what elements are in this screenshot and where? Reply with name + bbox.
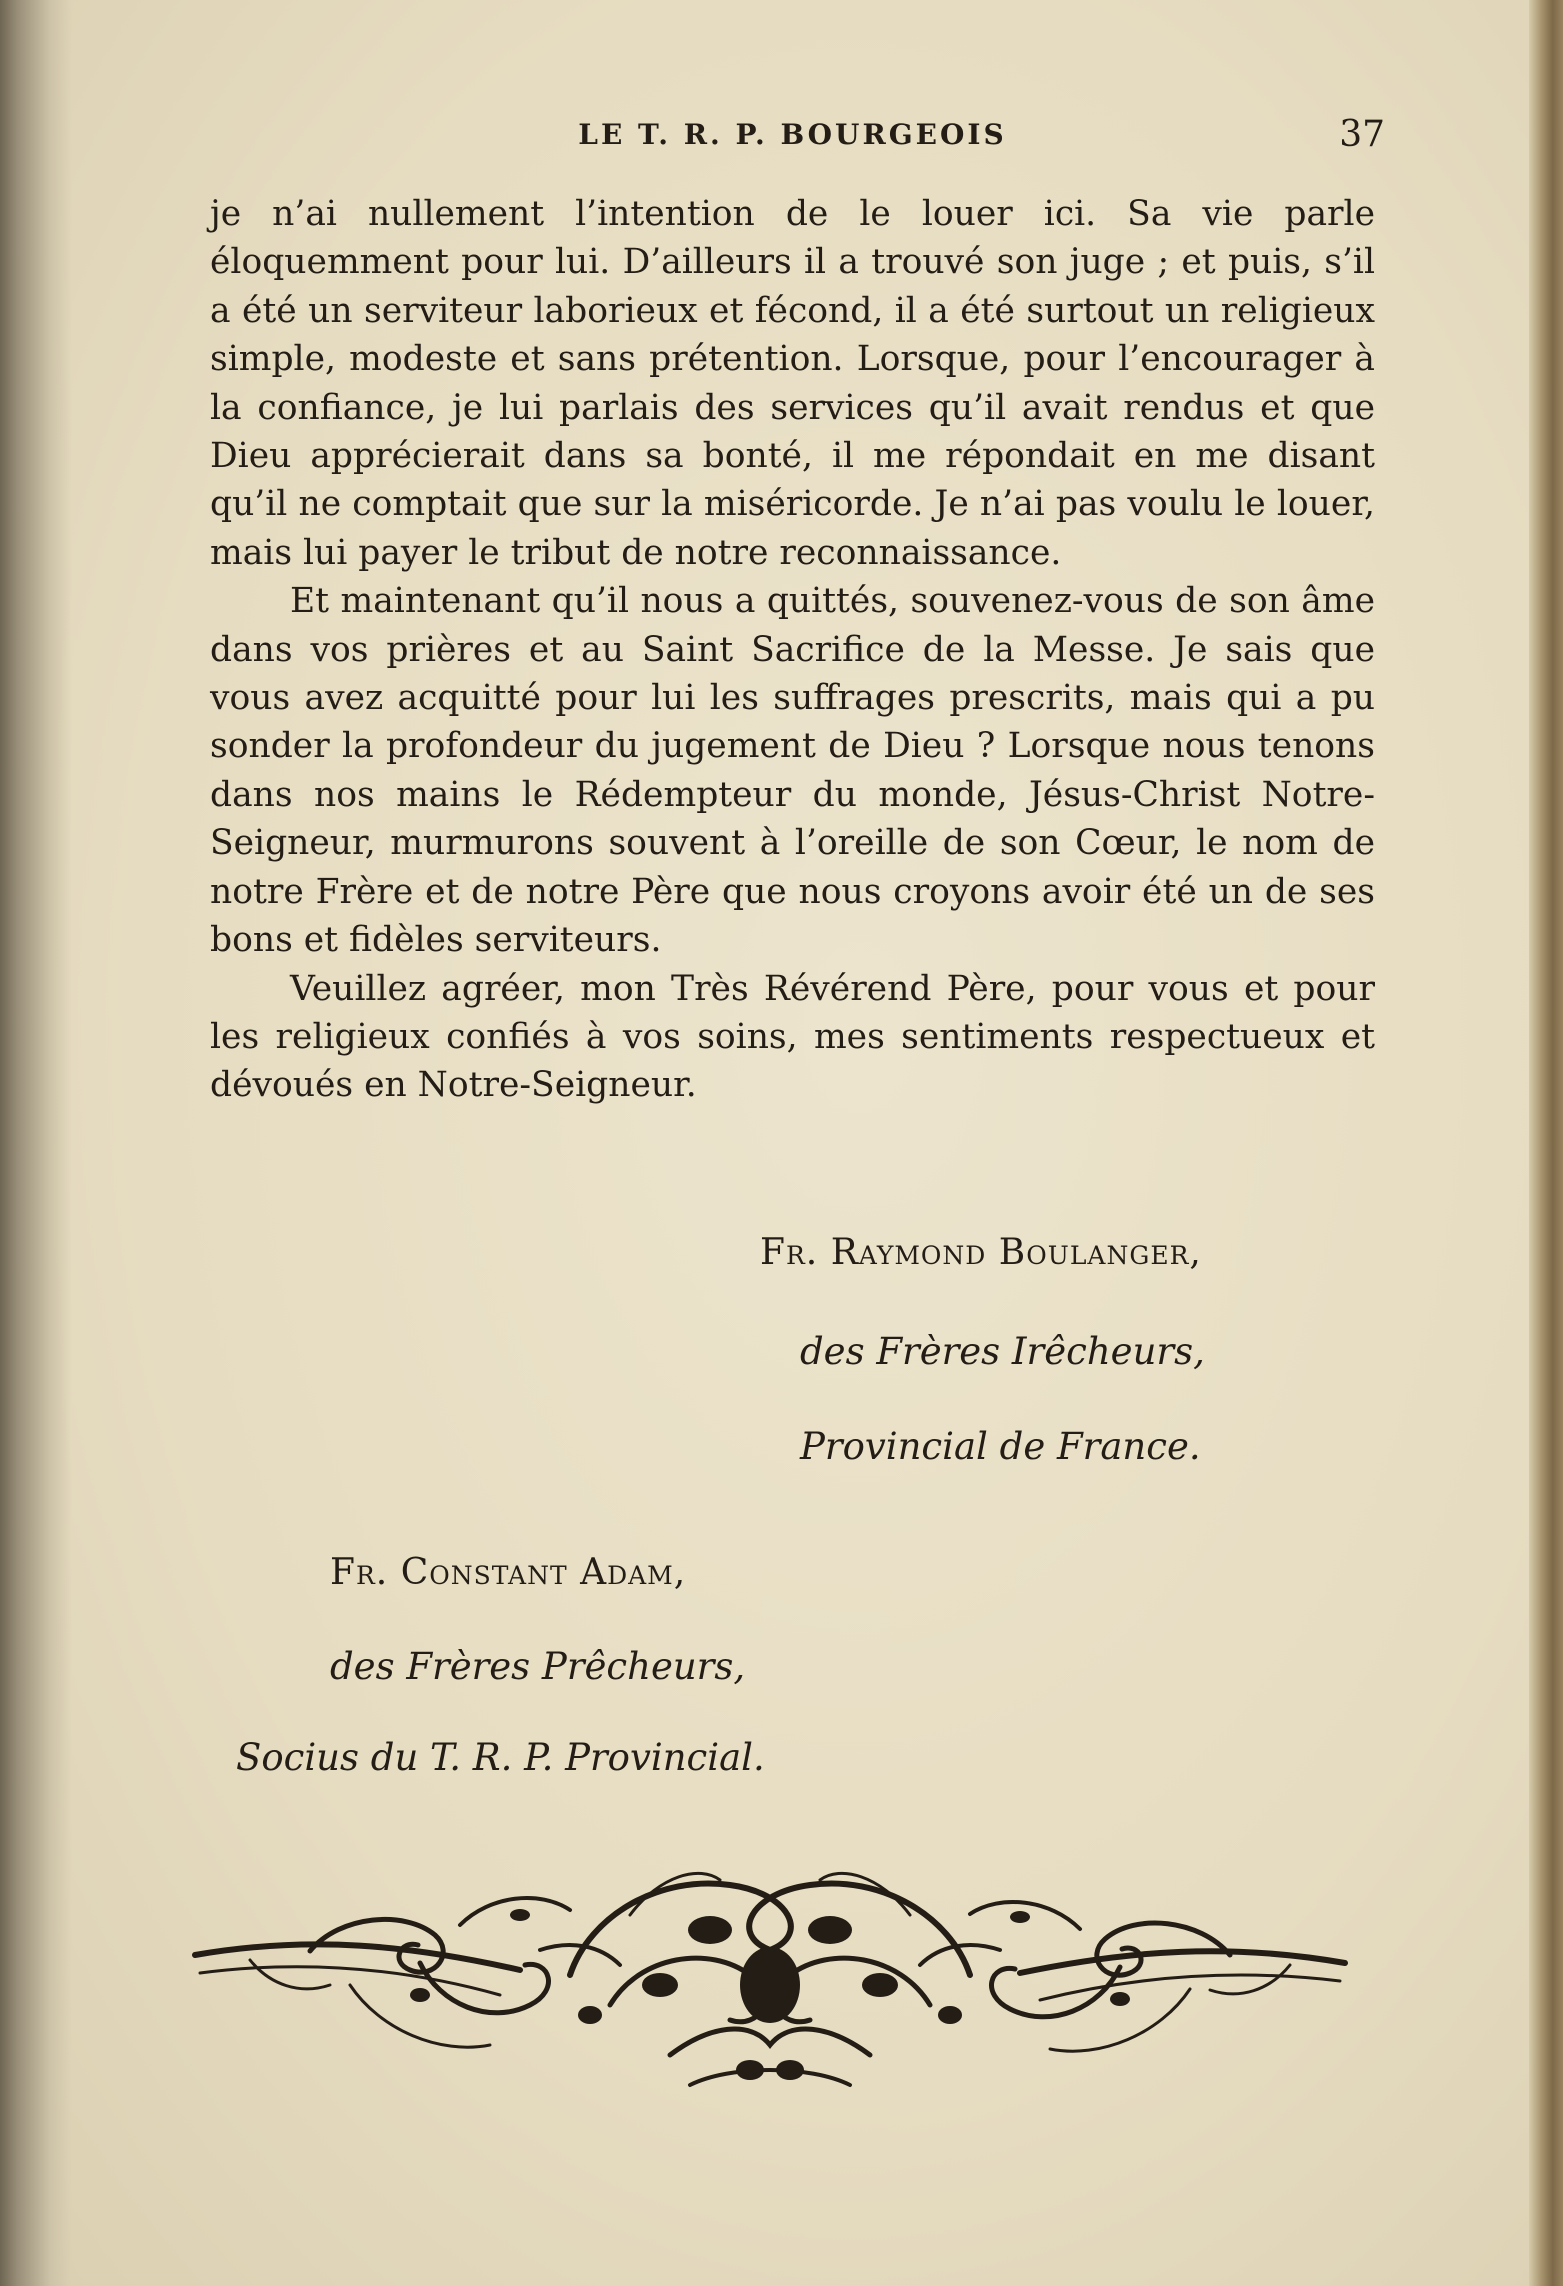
letter-body bbox=[210, 190, 1375, 1110]
page-number: 37 bbox=[1339, 114, 1385, 155]
signature-2-title: Socius du T. R. P. Provincial. bbox=[236, 1736, 765, 1779]
floral-scroll-ornament-icon bbox=[190, 1855, 1350, 2105]
paragraph: Veuillez agréer, mon Très Révérend Père, pour vous et pour les religieux confiés à vos soins, mes sentiments respectueux et dévoués en Notre-Seigneur. bbox=[210, 968, 1375, 1106]
signature-2-name: Fr. Constant Adam, bbox=[330, 1552, 687, 1593]
paragraph: je n’ai nullement l’intention de le louer ici. Sa vie parle éloquemment pour lui. D’ailleurs il a trouvé son juge ; et puis, s’il a été un serviteur laborieux et fécond, il a été surtout un religieux simple, modeste et sans prétention. Lorsque, pour l’encourager à la confiance, je lui parlais des services qu’il avait rendus et que Dieu apprécierait dans sa bonté, il me répondait en me disant qu’il ne comptait que sur la miséricorde. Je n’ai pas voulu le louer, mais lui payer le tribut de notre reconnaissance. bbox=[210, 194, 1375, 573]
running-head: LE T. R. P. BOURGEOIS bbox=[578, 118, 1007, 151]
signature-1-title: Provincial de France. bbox=[800, 1425, 1201, 1468]
binding-shadow bbox=[0, 0, 72, 2286]
signature-1-name: Fr. Raymond Boulanger, bbox=[760, 1232, 1202, 1273]
signature-2-order: des Frères Prêcheurs, bbox=[330, 1645, 746, 1688]
signature-1-order: des Frères Irêcheurs, bbox=[800, 1330, 1205, 1373]
paragraph: Et maintenant qu’il nous a quittés, souvenez-vous de son âme dans vos prières et au Saint Sacrifice de la Messe. Je sais que vous avez acquitté pour lui les suffrages prescrits, mais qui a pu sonder la profondeur du jugement de Dieu ? Lorsque nous tenons dans nos mains le Rédempteur du monde, Jésus-Christ Notre-Seigneur, murmurons souvent à l’oreille de son Cœur, le nom de notre Frère et de notre Père que nous croyons avoir été un de ses bons et fidèles serviteurs. bbox=[210, 581, 1375, 961]
page-header bbox=[200, 114, 1385, 168]
page-edge bbox=[1529, 0, 1563, 2286]
